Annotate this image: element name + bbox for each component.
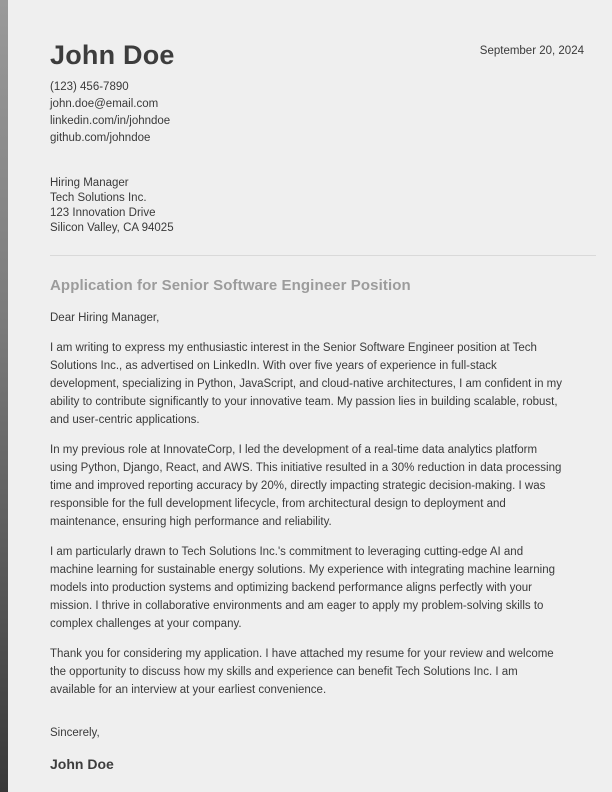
signature-name: John Doe [50, 756, 114, 772]
body-paragraph: I am particularly drawn to Tech Solutions Inc.'s commitment to leveraging cutting-edge AI and machine learning for sustainable energy solutions. My experience with integrating machine learning models into production systems and optimizing backend performance aligns perfectly with your mission. I thrive in collaborative environments and am eager to apply my problem-solving skills to complex challenges at your company. [50, 546, 556, 630]
recipient-line: 123 Innovation Drive [50, 207, 156, 219]
body-paragraph: I am writing to express my enthusiastic interest in the Senior Software Engineer position at Tech Solutions Inc., as advertised on LinkedIn. With over five years of experience in full-stack development, specializing in Python, JavaScript, and cloud-native architectures, I am confident in my ability to contribute significantly to your innovative team. My passion lies in building scalable, robust, and user-centric applications. [50, 342, 563, 426]
sender-name: John Doe [50, 40, 175, 70]
sender-github: github.com/johndoe [50, 132, 151, 144]
letter-header [50, 42, 596, 69]
sender-email: john.doe@email.com [50, 98, 159, 110]
body-paragraph: Thank you for considering my application. I have attached my resume for your review and welcome the opportunity to discuss how my skills and experience can benefit Tech Solutions Inc. I am available for an interview at your earliest convenience. [50, 648, 554, 696]
subject-heading: Application for Senior Software Engineer Position [50, 277, 411, 294]
recipient-line: Tech Solutions Inc. [50, 192, 147, 204]
sender-linkedin: linkedin.com/in/johndoe [50, 115, 171, 127]
section-divider [50, 255, 596, 256]
letter-body [8, 0, 612, 792]
body-paragraph: In my previous role at InnovateCorp, I led the development of a real-time data analytics platform using Python, Django, React, and AWS. This initiative resulted in a 30% reduction in data processing time and improved reporting accuracy by 20%, directly impacting strategic decision-making. I was responsible for the full development lifecycle, from architectural design to deployment and maintenance, ensuring high performance and reliability. [50, 444, 562, 528]
recipient-line: Silicon Valley, CA 94025 [50, 222, 174, 234]
sender-contact-block [50, 79, 596, 147]
sender-phone: (123) 456-7890 [50, 81, 129, 93]
salutation: Dear Hiring Manager, [50, 312, 160, 324]
letter-date: September 20, 2024 [479, 45, 584, 57]
recipient-block [50, 176, 596, 236]
closing: Sincerely, [50, 727, 100, 739]
page-left-shadow-strip [0, 0, 8, 792]
recipient-line: Hiring Manager [50, 177, 129, 189]
